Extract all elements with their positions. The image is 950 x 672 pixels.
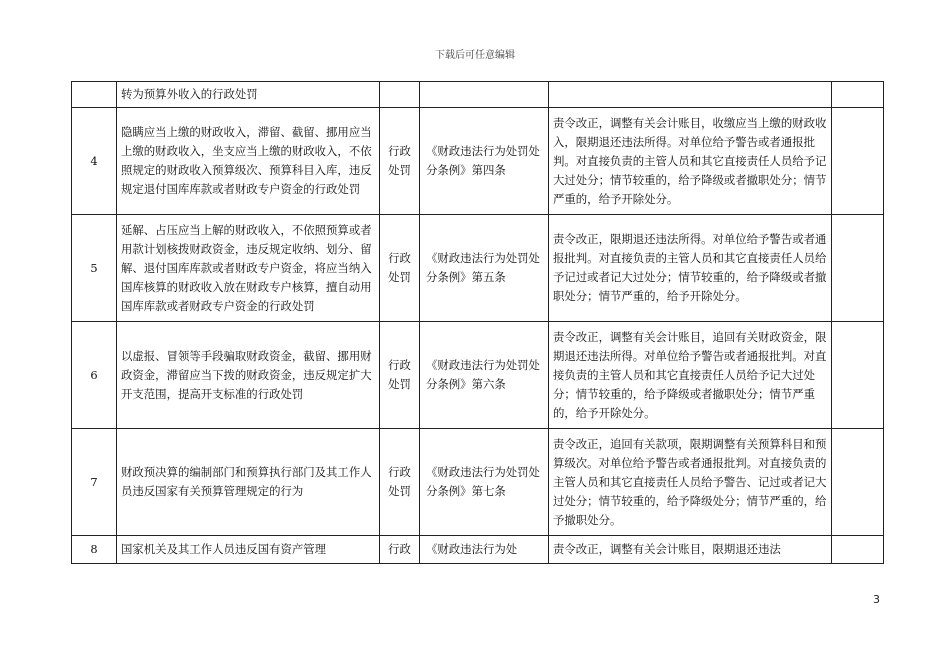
remark-cell bbox=[832, 429, 884, 536]
type-cell: 行政处罚 bbox=[380, 322, 420, 429]
item-cell: 隐瞒应当上缴的财政收入，滞留、截留、挪用应当上缴的财政收入，坐支应当上缴的财政收入，不依照规定的财政收入预算级次、预算科目入库，违反规定退付国库库款或者财政专户资金的行政处罚 bbox=[117, 108, 380, 215]
type-cell: 行政处罚 bbox=[380, 108, 420, 215]
item-cell: 财政预决算的编制部门和预算执行部门及其工作人员违反国家有关预算管理规定的行为 bbox=[117, 429, 380, 536]
basis-cell: 《财政违法行为处 bbox=[420, 536, 549, 564]
row-number: 8 bbox=[72, 536, 117, 564]
penalty-table bbox=[71, 81, 884, 564]
item-cell: 以虚报、冒领等手段骗取财政资金，截留、挪用财政资金，滞留应当下拨的财政资金，违反规定扩大开支范围，提高开支标准的行政处罚 bbox=[117, 322, 380, 429]
remark-cell bbox=[832, 82, 884, 108]
basis-cell: 《财政违法行为处罚处分条例》第五条 bbox=[420, 215, 549, 322]
table-row bbox=[72, 429, 884, 536]
table-row bbox=[72, 108, 884, 215]
row-number: 7 bbox=[72, 429, 117, 536]
penalty-cell: 责令改正，限期退还违法所得。对单位给予警告或者通报批判。对直接负责的主管人员和其它直接责任人员给予记过或者记大过处分；情节较重的，给予降级或者撤职处分；情节严重的，给予开除处分。 bbox=[549, 215, 832, 322]
item-cell: 国家机关及其工作人员违反国有资产管理 bbox=[117, 536, 380, 564]
row-number bbox=[72, 82, 117, 108]
penalty-cell bbox=[549, 82, 832, 108]
type-cell bbox=[380, 82, 420, 108]
basis-cell bbox=[420, 82, 549, 108]
penalty-cell: 责令改正，调整有关会计账目，收缴应当上缴的财政收入，限期退还违法所得。对单位给予警告或者通报批判。对直接负责的主管人员和其它直接责任人员给予记大过处分；情节较重的，给予降级或者撤职处分；情节严重的，给予开除处分。 bbox=[549, 108, 832, 215]
page-header: 下载后可任意编辑 bbox=[435, 50, 515, 61]
type-cell: 行政处罚 bbox=[380, 429, 420, 536]
item-cell: 转为预算外收入的行政处罚 bbox=[117, 82, 380, 108]
remark-cell bbox=[832, 215, 884, 322]
remark-cell bbox=[832, 108, 884, 215]
penalty-cell: 责令改正，追回有关款项，限期调整有关预算科目和预算级次。对单位给予警告或者通报批判。对直接负责的主管人员和其它直接责任人员给予警告、记过或者记大过处分；情节较重的，给予降级处分；情节严重的，给予撤职处分。 bbox=[549, 429, 832, 536]
row-number: 4 bbox=[72, 108, 117, 215]
row-number: 6 bbox=[72, 322, 117, 429]
penalty-cell: 责令改正，调整有关会计账目，追回有关财政资金，限期退还违法所得。对单位给予警告或者通报批判。对直接负责的主管人员和其它直接责任人员给予记大过处分；情节较重的，给予降级或者撤职处分；情节严重的，给予开除处分。 bbox=[549, 322, 832, 429]
table-row bbox=[72, 82, 884, 108]
row-number: 5 bbox=[72, 215, 117, 322]
basis-cell: 《财政违法行为处罚处分条例》第四条 bbox=[420, 108, 549, 215]
basis-cell: 《财政违法行为处罚处分条例》第七条 bbox=[420, 429, 549, 536]
type-cell: 行政处罚 bbox=[380, 215, 420, 322]
table-row bbox=[72, 215, 884, 322]
type-cell: 行政 bbox=[380, 536, 420, 564]
penalty-cell: 责令改正，调整有关会计账目，限期退还违法 bbox=[549, 536, 832, 564]
table-row bbox=[72, 536, 884, 564]
page-number: 3 bbox=[873, 593, 880, 606]
table-row bbox=[72, 322, 884, 429]
remark-cell bbox=[832, 322, 884, 429]
remark-cell bbox=[832, 536, 884, 564]
basis-cell: 《财政违法行为处罚处分条例》第六条 bbox=[420, 322, 549, 429]
item-cell: 延解、占压应当上解的财政收入，不依照预算或者用款计划核拨财政资金，违反规定收纳、划分、留解、退付国库库款或者财政专户资金，将应当纳入国库核算的财政收入放在财政专户核算，擅自动用国库库款或者财政专户资金的行政处罚 bbox=[117, 215, 380, 322]
